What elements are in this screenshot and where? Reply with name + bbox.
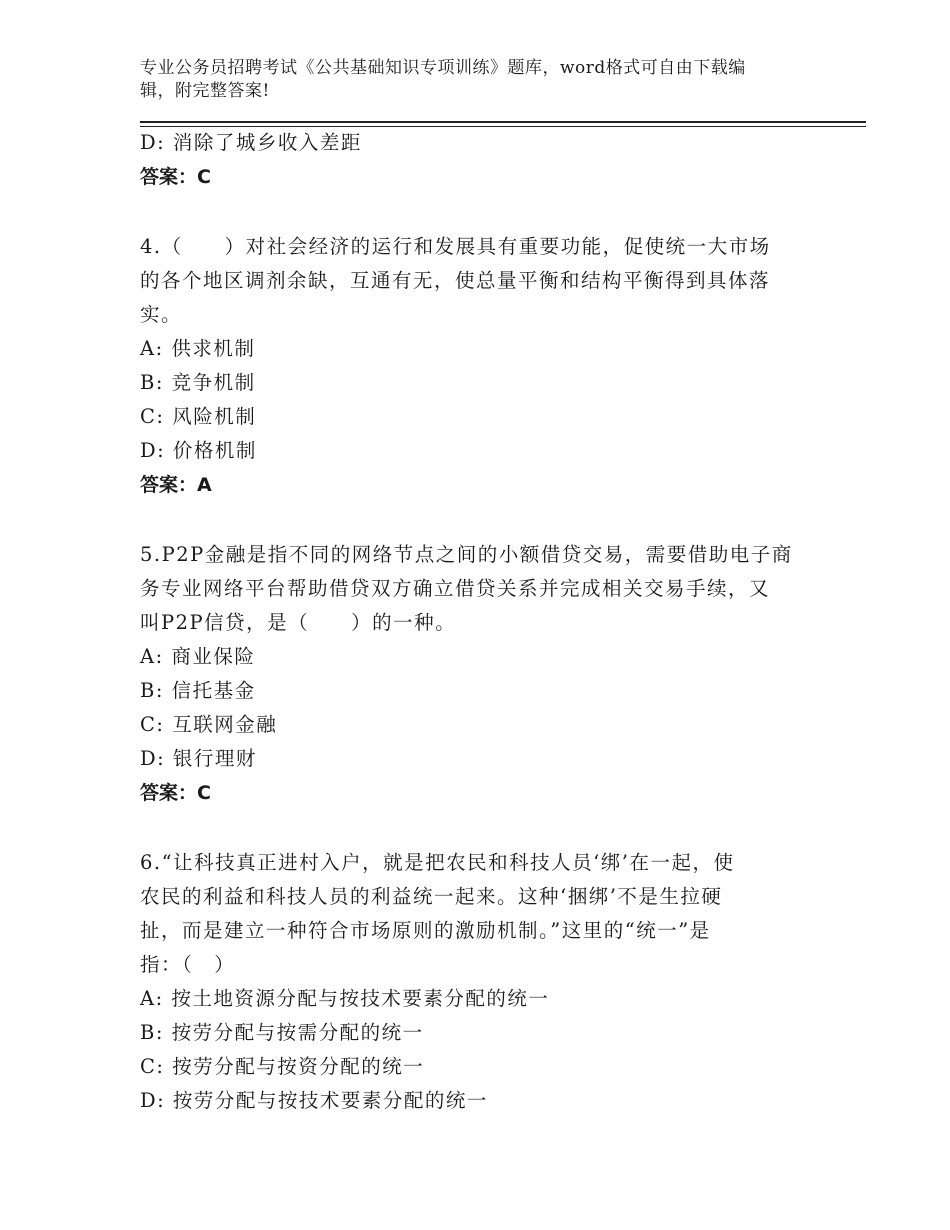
question-stem [140,846,820,982]
option-d: D: 银行理财 [140,747,257,770]
question-stem [140,230,820,332]
page-header [140,57,800,103]
stem-line: 实。 [140,303,183,326]
document-body [140,126,820,1118]
answer: 答案：C [140,166,211,188]
stem-line: 务专业网络平台帮助借贷双方确立借贷关系并完成相关交易手续，又 [140,577,771,600]
stem-line: 4.（ ）对社会经济的运行和发展具有重要功能，促使统一大市场 [140,235,771,258]
prev-question [140,126,820,194]
stem-line: 扯，而是建立一种符合市场原则的激励机制。”这里的“统一”是 [140,919,711,942]
option-d: D: 消除了城乡收入差距 [140,131,362,154]
stem-line: 指：（ ） [140,953,236,976]
stem-line: 叫P2P信贷，是（ ）的一种。 [140,611,457,634]
answer: 答案：A [140,474,212,496]
question-stem [140,538,820,640]
option-a: A: 供求机制 [140,337,256,360]
question-5 [140,538,820,810]
option-b: B: 信托基金 [140,679,256,702]
header-line-1: 专业公务员招聘考试《公共基础知识专项训练》题库，word格式可自由下载编 [140,58,746,78]
option-c: C: 风险机制 [140,405,257,428]
stem-line: 5.P2P金融是指不同的网络节点之间的小额借贷交易，需要借助电子商 [140,543,793,566]
option-a: A: 商业保险 [140,645,256,668]
header-rule-thick [140,121,866,123]
option-c: C: 互联网金融 [140,713,278,736]
question-6 [140,846,820,1118]
stem-line: 6.“让科技真正进村入户，就是把农民和科技人员‘绑’在一起，使 [140,851,735,874]
option-d: D: 价格机制 [140,439,257,462]
stem-line: 的各个地区调剂余缺，互通有无，使总量平衡和结构平衡得到具体落 [140,269,771,292]
question-4 [140,230,820,502]
answer: 答案：C [140,782,211,804]
option-b: B: 竞争机制 [140,371,256,394]
option-d: D: 按劳分配与按技术要素分配的统一 [140,1089,488,1112]
option-b: B: 按劳分配与按需分配的统一 [140,1021,424,1044]
option-a: A: 按土地资源分配与按技术要素分配的统一 [140,987,550,1010]
option-c: C: 按劳分配与按资分配的统一 [140,1055,425,1078]
header-line-2: 辑，附完整答案! [140,81,270,101]
stem-line: 农民的利益和科技人员的利益统一起来。这种‘捆绑’不是生拉硬 [140,885,723,908]
